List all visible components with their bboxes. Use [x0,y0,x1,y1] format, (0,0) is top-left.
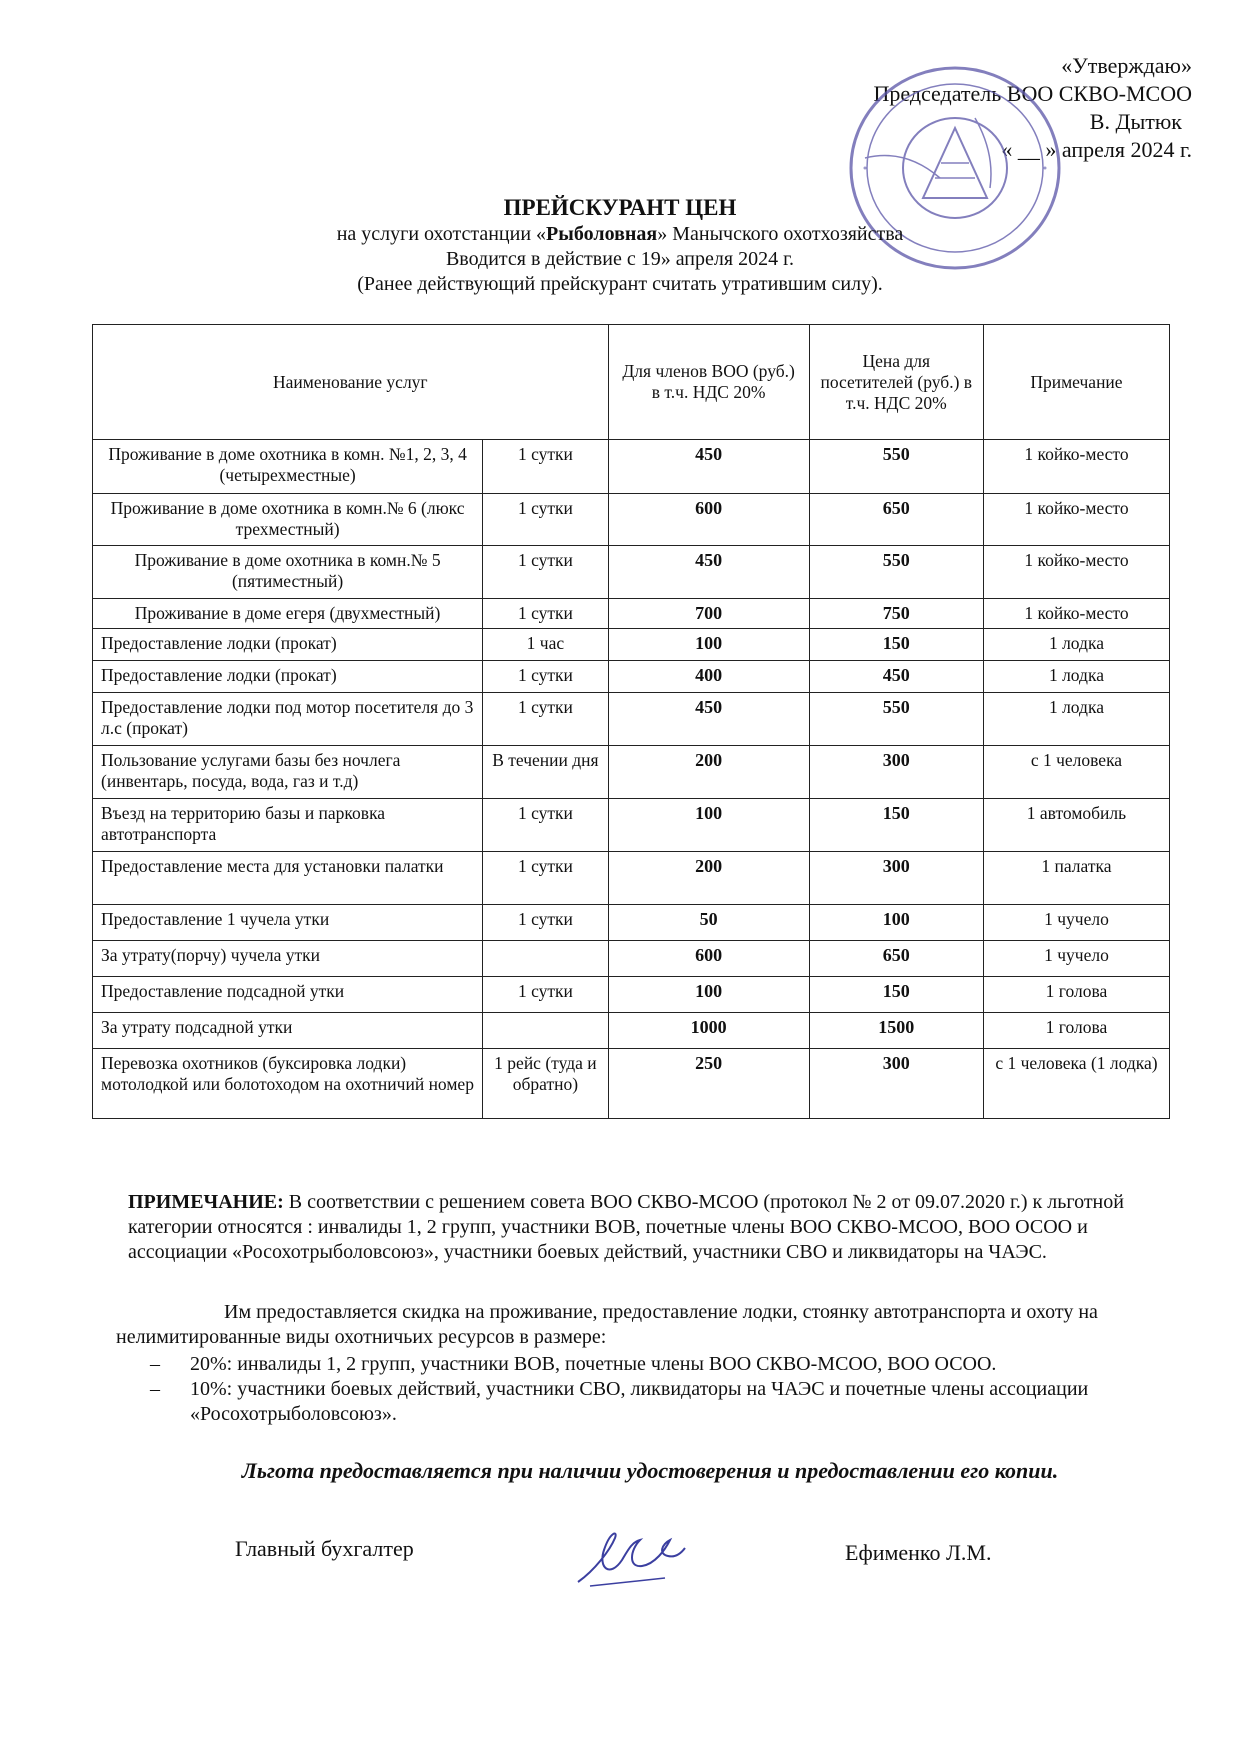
table-row [93,693,1170,746]
member-price: 400 [608,661,809,693]
service-unit: 1 сутки [483,905,608,941]
member-price: 450 [608,440,809,494]
subtitle-pre: на услуги охотстанции « [336,223,547,245]
effective-date: Вводится в действие с 19» апреля 2024 г. [445,248,795,270]
service-note: 1 лодка [983,661,1169,693]
document-subtitle [0,222,1240,297]
service-name: Предоставление подсадной утки [93,977,483,1013]
list-item [150,1352,1180,1377]
visitor-price: 650 [809,494,983,546]
service-unit [483,941,608,977]
service-unit: 1 сутки [483,661,608,693]
station-name: Рыболовная [546,223,658,245]
member-price: 1000 [608,1013,809,1049]
table-row [93,1049,1170,1119]
visitor-price: 150 [809,629,983,661]
table-header-row [93,325,1170,440]
visitor-price: 1500 [809,1013,983,1049]
member-price: 100 [608,629,809,661]
member-price: 250 [608,1049,809,1119]
subtitle-line-1 [0,222,1240,247]
benefit-statement: Льгота предоставляется при наличии удостоверения и предоставлении его копии. [241,1458,1059,1483]
member-price: 450 [608,693,809,746]
service-unit: 1 сутки [483,546,608,599]
list-item-text: 10%: участники боевых действий, участники СВО, ликвидаторы на ЧАЭС и почетные члены ассоциации «Росохотрыболовсоюз». [190,1378,1089,1425]
header-visitors-price: Цена для посетителей (руб.) в т.ч. НДС 20% [809,325,983,440]
table-row [93,977,1170,1013]
service-name: Предоставление лодки под мотор посетителя до 3 л.с (прокат) [93,693,483,746]
list-item [150,1377,1180,1427]
service-name: Проживание в доме охотника в комн.№ 5 (пятиместный) [93,546,483,599]
service-note: с 1 человека (1 лодка) [983,1049,1169,1119]
service-unit: 1 сутки [483,693,608,746]
member-price: 50 [608,905,809,941]
service-unit: 1 сутки [483,494,608,546]
table-row [93,746,1170,799]
header-service: Наименование услуг [93,325,609,440]
member-price: 100 [608,977,809,1013]
discount-paragraph: Им предоставляется скидка на проживание, предоставление лодки, стоянку автотранспорта и охоту на нелимитированные виды охотничьих ресурсов в размере: [116,1301,1098,1348]
service-unit: 1 рейс (туда и обратно) [483,1049,608,1119]
visitor-price: 450 [809,661,983,693]
service-name: За утрату(порчу) чучела утки [93,941,483,977]
service-name: Предоставление места для установки палатки [93,852,483,905]
visitor-price: 650 [809,941,983,977]
table-row [93,494,1170,546]
service-unit: 1 сутки [483,852,608,905]
table-row [93,905,1170,941]
table-row [93,440,1170,494]
visitor-price: 550 [809,693,983,746]
service-name: Пользование услугами базы без ночлега (инвентарь, посуда, вода, газ и т.д) [93,746,483,799]
bullet-dash: – [150,1353,160,1375]
table-row [93,546,1170,599]
service-note: 1 койко-место [983,494,1169,546]
service-note: 1 лодка [983,693,1169,746]
service-note: 1 автомобиль [983,799,1169,852]
member-price: 100 [608,799,809,852]
service-note: 1 голова [983,1013,1169,1049]
service-note: 1 койко-место [983,599,1169,629]
member-price: 600 [608,941,809,977]
service-unit [483,1013,608,1049]
accountant-name: Ефименко Л.М. [845,1540,992,1565]
member-price: 200 [608,746,809,799]
service-unit: В течении дня [483,746,608,799]
visitor-price: 300 [809,1049,983,1119]
header-note: Примечание [983,325,1169,440]
member-price: 600 [608,494,809,546]
table-row [93,629,1170,661]
table-row [93,941,1170,977]
service-unit: 1 сутки [483,440,608,494]
service-unit: 1 сутки [483,977,608,1013]
subtitle-post: » Манычского охотхозяйства [657,223,904,245]
service-note: 1 палатка [983,852,1169,905]
previous-note: (Ранее действующий прейскурант считать утратившим силу). [357,273,883,295]
table-row [93,852,1170,905]
note-label: ПРИМЕЧАНИЕ: [128,1191,284,1213]
bullet-dash: – [150,1378,160,1400]
visitor-price: 550 [809,546,983,599]
discount-list [150,1352,1180,1427]
service-name: Предоставление лодки (прокат) [93,661,483,693]
service-note: 1 чучело [983,905,1169,941]
table-row [93,799,1170,852]
approval-line-4: « __ » апреля 2024 г. [1001,137,1192,162]
approval-line-3: В. Дытюк [1089,109,1182,134]
service-name: Перевозка охотников (буксировка лодки) мотолодкой или болотоходом на охотничий номер [93,1049,483,1119]
service-note: 1 лодка [983,629,1169,661]
member-price: 450 [608,546,809,599]
header-members-price: Для членов ВОО (руб.) в т.ч. НДС 20% [608,325,809,440]
visitor-price: 550 [809,440,983,494]
service-note: 1 койко-место [983,440,1169,494]
visitor-price: 100 [809,905,983,941]
service-name: Проживание в доме охотника в комн.№ 6 (люкс трехместный) [93,494,483,546]
service-unit: 1 час [483,629,608,661]
service-note: 1 койко-место [983,546,1169,599]
service-name: За утрату подсадной утки [93,1013,483,1049]
visitor-price: 150 [809,977,983,1013]
note-text: В соответствии с решением совета ВОО СКВО-МСОО (протокол № 2 от 09.07.2020 г.) к льготной категории относятся : инвалиды 1, 2 групп, участники ВОВ, почетные члены ВОО СКВО-МСОО, ВОО ОСОО и ассоциации «Росохотрыболовсоюз», участники боевых действий, участники СВО и ликвидаторы на ЧАЭС. [128,1191,1124,1263]
table-row [93,599,1170,629]
note-paragraph [128,1190,1178,1265]
visitor-price: 150 [809,799,983,852]
service-name: Проживание в доме охотника в комн. №1, 2, 3, 4 (четырехместные) [93,440,483,494]
service-name: Въезд на территорию базы и парковка автотранспорта [93,799,483,852]
price-table-body [93,440,1170,1119]
table-row [93,1013,1170,1049]
list-item-text: 20%: инвалиды 1, 2 групп, участники ВОВ, почетные члены ВОО СКВО-МСОО, ВОО ОСОО. [190,1353,997,1375]
visitor-price: 750 [809,599,983,629]
visitor-price: 300 [809,746,983,799]
document-title: ПРЕЙСКУРАНТ ЦЕН [503,195,737,220]
service-name: Проживание в доме егеря (двухместный) [93,599,483,629]
service-note: 1 голова [983,977,1169,1013]
price-table [92,324,1170,1119]
visitor-price: 300 [809,852,983,905]
member-price: 200 [608,852,809,905]
accountant-position: Главный бухгалтер [235,1536,414,1561]
service-note: 1 чучело [983,941,1169,977]
service-unit: 1 сутки [483,599,608,629]
signature-icon [570,1520,690,1590]
approval-line-1: «Утверждаю» [1061,53,1192,78]
table-row [93,661,1170,693]
service-name: Предоставление 1 чучела утки [93,905,483,941]
member-price: 700 [608,599,809,629]
service-note: с 1 человека [983,746,1169,799]
approval-line-2: Председатель ВОО СКВО-МСОО [873,81,1192,106]
service-name: Предоставление лодки (прокат) [93,629,483,661]
service-unit: 1 сутки [483,799,608,852]
